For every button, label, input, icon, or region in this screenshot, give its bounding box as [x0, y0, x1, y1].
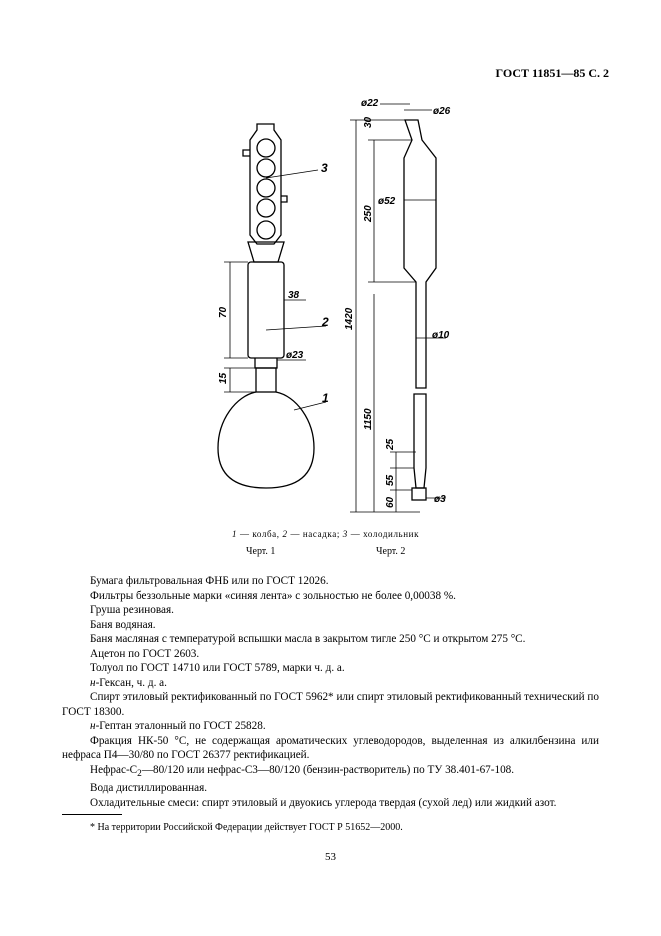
legend-number: 1	[232, 529, 238, 539]
legend-number: 3	[342, 529, 348, 539]
footnote-divider	[62, 814, 122, 815]
condenser-side-arm	[243, 150, 250, 156]
legend-number: 2	[282, 529, 288, 539]
paragraph: Охладительные смеси: спирт этиловый и двуокись углерода твердая (сухой лед) или жидкий азот.	[90, 796, 557, 809]
paragraph: Фильтры беззольные марки «синяя лента» с зольностью не более 0,00038 %.	[90, 589, 456, 602]
tube-lower	[414, 394, 426, 488]
condenser-bulb	[257, 159, 275, 177]
dim-label: 38	[288, 290, 300, 301]
figure2-label: Черт. 2	[376, 546, 406, 557]
dim-label: 1420	[344, 307, 355, 330]
tube-top	[404, 120, 436, 388]
callout-label: 3	[321, 161, 328, 175]
paragraph: Бумага фильтровальная ФНБ или по ГОСТ 12026.	[90, 575, 329, 587]
stopper	[248, 242, 284, 262]
condenser-bulb	[257, 179, 275, 197]
dim-label: ø22	[361, 98, 379, 109]
nozzle-tube	[248, 262, 284, 358]
dim-label: 25	[385, 438, 396, 450]
paragraph: Фракция НК-50 °С, не содержащая ароматических углеводородов, выделенная из алкилбензина или нефраса П4—30/80 по ГОСТ 26377 ректификацией.	[62, 734, 599, 761]
dim-label: ø52	[378, 196, 396, 207]
paragraph: Спирт этиловый ректификованный по ГОСТ 5962* или спирт этиловый ректификованный технический по ГОСТ 18300.	[62, 691, 599, 718]
callout-label: 1	[322, 391, 329, 405]
flask-body	[218, 392, 314, 488]
dim-label: 60	[385, 496, 396, 508]
paragraph: Груша резиновая.	[90, 604, 174, 616]
footnote: * На территории Российской Федерации действует ГОСТ Р 51652—2000.	[90, 822, 403, 833]
dim-label: 15	[218, 372, 229, 384]
figure1-label: Черт. 1	[246, 546, 276, 557]
body-text	[62, 574, 599, 810]
condenser-side-arm	[281, 196, 287, 202]
paragraph: Ацетон по ГОСТ 2603.	[90, 647, 200, 660]
dim-label: ø26	[433, 106, 451, 117]
paragraph: н-Гептан эталонный по ГОСТ 25828.	[90, 720, 266, 732]
flask-neck	[256, 368, 276, 392]
nozzle-neck	[255, 358, 277, 368]
callout-label: 2	[322, 315, 329, 329]
dim-label: 30	[363, 116, 374, 128]
condenser-outline	[250, 124, 281, 244]
paragraph: Баня масляная с температурой вспышки масла в закрытом тигле 250 °С и открытом 275 °С.	[90, 633, 526, 645]
paragraph: Вода дистиллированная.	[90, 782, 208, 795]
dim-label: ø3	[434, 494, 446, 505]
condenser-bulb	[257, 199, 275, 217]
condenser-bulb	[257, 221, 275, 239]
tube-tip	[412, 488, 426, 500]
dim-label: 250	[363, 205, 374, 222]
paragraph: н-Гексан, ч. д. а.	[90, 676, 167, 689]
dim-label: 70	[218, 306, 229, 318]
paragraph: Толуол по ГОСТ 14710 или ГОСТ 5789, марки ч. д. а.	[90, 662, 345, 674]
figure2-apparatus	[404, 120, 436, 500]
dim-label: ø23	[286, 350, 304, 361]
figure-legend: 1 — колба, 2 — насадка; 3 — холодильник	[232, 529, 420, 539]
page-header: ГОСТ 11851—85 С. 2	[495, 66, 609, 80]
paragraph: Нефрас-$С_2—80/120$ или нефрас-С3—80/120 (бензин-растворитель) по ТУ 38.401-67-108.	[90, 763, 515, 779]
dim-label: 1150	[363, 408, 374, 430]
figure2-dimensions	[350, 104, 446, 512]
paragraph: Баня водяная.	[90, 618, 156, 631]
condenser-bulb	[257, 139, 275, 157]
figure1-apparatus	[218, 124, 314, 488]
dim-label: 55	[385, 474, 396, 486]
page-number: 53	[325, 851, 336, 863]
dim-label: ø10	[432, 330, 450, 341]
